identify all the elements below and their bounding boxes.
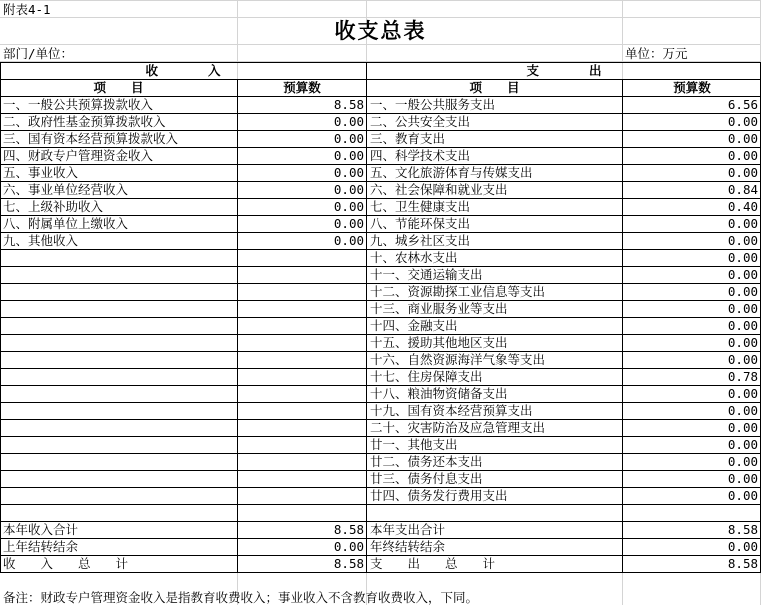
table-border (0, 79, 761, 80)
expense-item-value: 0.00 (727, 233, 758, 248)
income-total-value: 8.58 (333, 556, 364, 571)
income-item-value: 0.00 (333, 148, 364, 163)
unit-label: 单位：万元 (625, 46, 688, 61)
table-border (0, 538, 761, 539)
expense-item-value: 0.84 (727, 182, 758, 197)
income-item-value: 0.00 (333, 199, 364, 214)
expense-item-value: 0.00 (727, 420, 758, 435)
table-border (237, 79, 238, 572)
income-item-name: 四、财政专户管理资金收入 (3, 148, 154, 163)
table-border (0, 130, 761, 131)
expense-item-name: 十八、粮油物资储备支出 (370, 386, 508, 401)
table-border (0, 385, 761, 386)
expense-item-value: 0.00 (727, 335, 758, 350)
expense-item-name: 十七、住房保障支出 (370, 369, 483, 384)
expense-item-value: 0.00 (727, 114, 758, 129)
expense-item-name: 廿四、债务发行费用支出 (370, 488, 508, 503)
income-item-name: 八、附属单位上缴收入 (3, 216, 129, 231)
expense-item-value: 0.00 (727, 488, 758, 503)
table-border (0, 198, 761, 199)
income-item-name: 七、上级补助收入 (3, 199, 104, 214)
table-border (0, 436, 761, 437)
income-item-value: 0.00 (333, 216, 364, 231)
expense-item-name: 二十、灾害防治及应急管理支出 (370, 420, 546, 435)
expense-item-value: 0.00 (727, 352, 758, 367)
table-border (0, 266, 761, 267)
expense-item-value: 0.00 (727, 403, 758, 418)
income-item-value: 0.00 (333, 182, 364, 197)
income-total-value: 8.58 (333, 522, 364, 537)
expense-header: 支 出 (526, 63, 602, 78)
table-border (0, 96, 761, 97)
expense-item-header: 项 目 (469, 80, 520, 95)
expense-item-value: 0.00 (727, 148, 758, 163)
expense-item-value: 0.00 (727, 318, 758, 333)
expense-item-name: 三、教育支出 (370, 131, 446, 146)
table-border (0, 62, 761, 63)
expense-item-name: 八、节能环保支出 (370, 216, 471, 231)
expense-item-value: 0.00 (727, 131, 758, 146)
table-border (366, 62, 367, 573)
table-border (0, 351, 761, 352)
income-total-name: 收 入 总 计 (3, 556, 129, 571)
income-header: 收 入 (145, 63, 221, 78)
expense-item-value: 0.00 (727, 301, 758, 316)
expense-item-name: 廿三、债务付息支出 (370, 471, 483, 486)
expense-total-name: 支 出 总 计 (370, 556, 496, 571)
expense-total-value: 0.00 (727, 539, 758, 554)
expense-item-value: 6.56 (727, 97, 758, 112)
expense-item-name: 六、社会保障和就业支出 (370, 182, 508, 197)
income-item-value: 0.00 (333, 233, 364, 248)
income-item-name: 九、其他收入 (3, 233, 79, 248)
attachment-label: 附表4-1 (3, 2, 51, 17)
table-border (0, 487, 761, 488)
table-border (0, 521, 761, 522)
table-border (0, 453, 761, 454)
expense-item-value: 0.00 (727, 284, 758, 299)
income-item-name: 一、一般公共预算拨款收入 (3, 97, 154, 112)
table-border (0, 555, 761, 556)
expense-item-name: 九、城乡社区支出 (370, 233, 471, 248)
page-title: 收支总表 (334, 19, 427, 43)
table-border (0, 419, 761, 420)
income-budget-header: 预算数 (283, 80, 321, 95)
table-border (0, 249, 761, 250)
table-border (0, 147, 761, 148)
expense-item-value: 0.40 (727, 199, 758, 214)
expense-item-name: 十五、援助其他地区支出 (370, 335, 508, 350)
expense-item-name: 廿二、债务还本支出 (370, 454, 483, 469)
income-total-name: 本年收入合计 (3, 522, 79, 537)
income-item-value: 0.00 (333, 165, 364, 180)
expense-item-value: 0.00 (727, 165, 758, 180)
expense-item-name: 七、卫生健康支出 (370, 199, 471, 214)
expense-item-name: 十、农林水支出 (370, 250, 458, 265)
income-item-value: 8.58 (333, 97, 364, 112)
income-item-name: 二、政府性基金预算拨款收入 (3, 114, 166, 129)
expense-total-value: 8.58 (727, 522, 758, 537)
expense-total-name: 年终结转结余 (370, 539, 446, 554)
income-item-name: 五、事业收入 (3, 165, 79, 180)
income-item-name: 三、国有资本经营预算拨款收入 (3, 131, 179, 146)
expense-item-value: 0.00 (727, 216, 758, 231)
expense-total-value: 8.58 (727, 556, 758, 571)
income-item-name: 六、事业单位经营收入 (3, 182, 129, 197)
expense-budget-header: 预算数 (673, 80, 711, 95)
expense-item-name: 二、公共安全支出 (370, 114, 471, 129)
table-border (0, 470, 761, 471)
table-border (0, 402, 761, 403)
expense-total-name: 本年支出合计 (370, 522, 446, 537)
expense-item-value: 0.00 (727, 386, 758, 401)
expense-item-name: 十四、金融支出 (370, 318, 458, 333)
table-border (0, 215, 761, 216)
table-border (0, 300, 761, 301)
table-border (0, 164, 761, 165)
expense-item-value: 0.00 (727, 250, 758, 265)
expense-item-value: 0.00 (727, 267, 758, 282)
expense-item-value: 0.00 (727, 437, 758, 452)
table-border (0, 232, 761, 233)
expense-item-name: 十九、国有资本经营预算支出 (370, 403, 533, 418)
table-border (0, 504, 761, 505)
table-border (0, 283, 761, 284)
expense-item-name: 廿一、其他支出 (370, 437, 458, 452)
expense-item-name: 十六、自然资源海洋气象等支出 (370, 352, 546, 367)
expense-item-name: 一、一般公共服务支出 (370, 97, 496, 112)
table-border (0, 317, 761, 318)
table-border (0, 572, 761, 573)
income-item-value: 0.00 (333, 114, 364, 129)
gridline (0, 0, 761, 1)
table-border (0, 334, 761, 335)
income-item-value: 0.00 (333, 131, 364, 146)
table-border (0, 62, 1, 573)
expense-item-name: 五、文化旅游体育与传媒支出 (370, 165, 533, 180)
expense-item-name: 十一、交通运输支出 (370, 267, 483, 282)
table-border (622, 79, 623, 572)
income-total-value: 0.00 (333, 539, 364, 554)
table-border (0, 368, 761, 369)
expense-item-name: 十二、资源勘探工业信息等支出 (370, 284, 546, 299)
expense-item-value: 0.78 (727, 369, 758, 384)
expense-item-value: 0.00 (727, 471, 758, 486)
expense-item-name: 十三、商业服务业等支出 (370, 301, 508, 316)
table-border (0, 181, 761, 182)
expense-item-value: 0.00 (727, 454, 758, 469)
footer-note: 备注：财政专户管理资金收入是指教育收费收入；事业收入不含教育收费收入，下同。 (3, 590, 479, 605)
table-border (0, 113, 761, 114)
income-total-name: 上年结转结余 (3, 539, 79, 554)
expense-item-name: 四、科学技术支出 (370, 148, 471, 163)
income-item-header: 项 目 (93, 80, 144, 95)
department-label: 部门/单位： (3, 46, 74, 61)
